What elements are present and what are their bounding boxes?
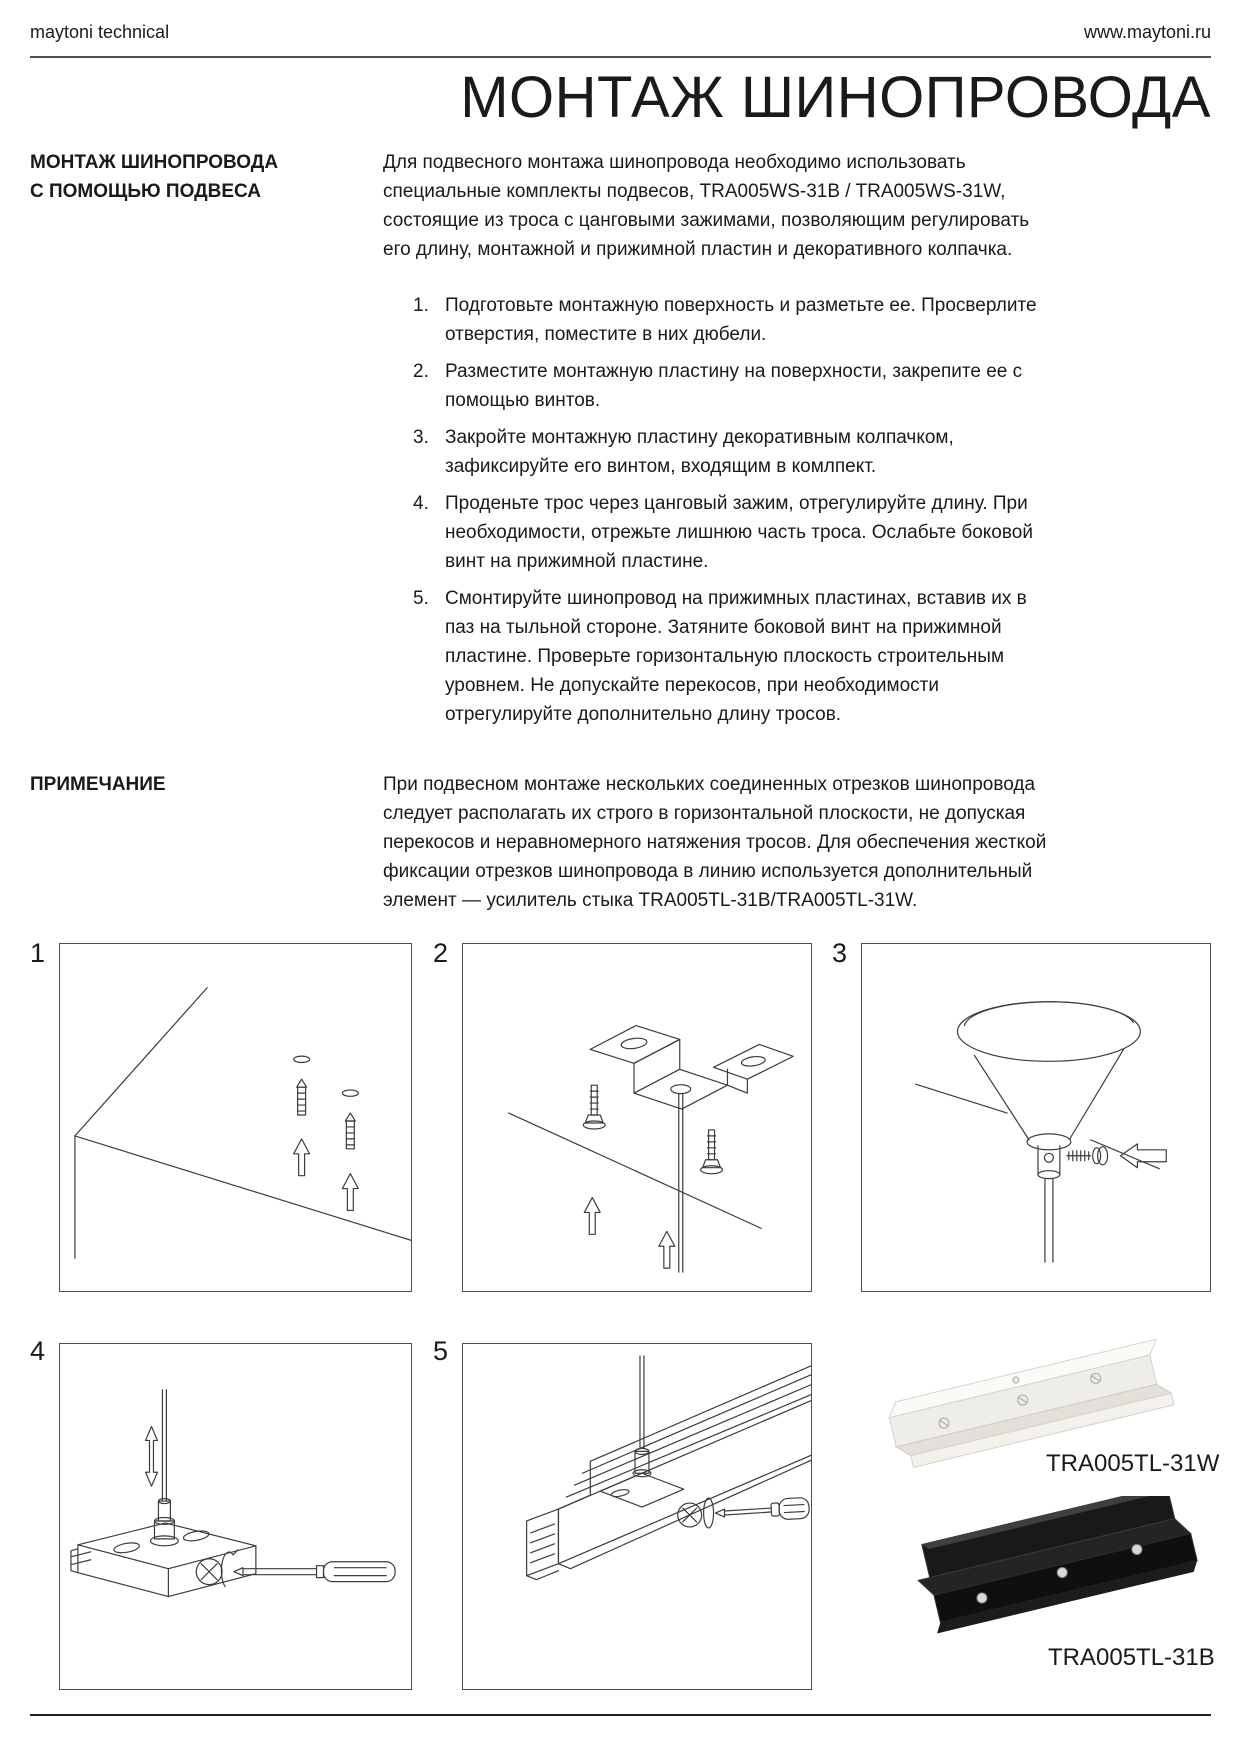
- header-divider: [30, 56, 1211, 58]
- note-section-heading: ПРИМЕЧАНИЕ: [30, 774, 166, 795]
- track-mounting-drawing: [463, 1344, 811, 1689]
- installation-steps-list: [383, 291, 1051, 729]
- step-number: 2.: [413, 361, 429, 382]
- figure-2-box: [462, 943, 812, 1292]
- mounting-plate-screws-drawing: [463, 944, 811, 1291]
- pressure-plate-adjustment-drawing: [60, 1344, 411, 1689]
- step-text: Разместите монтажную пластину на поверхности, закрепите ее с помощью винтов.: [445, 361, 1023, 411]
- figure-1-number: 1: [30, 938, 46, 968]
- installation-step: [383, 489, 1051, 576]
- figure-4-box: [59, 1343, 412, 1690]
- installation-step: [383, 357, 1051, 415]
- note-paragraph: При подвесном монтаже нескольких соединенных отрезков шинопровода следует располагать их строго в горизонтальной плоскости, не допуская перекосов и неравномерного натяжения тросов. Для обеспечения жесткой фиксации отрезков шинопровода в линию используется дополнительный элемент — усилитель стыка TRA005TL-31B/TRA005TL-31W.: [383, 774, 1047, 911]
- step-number: 3.: [413, 427, 429, 448]
- step-number: 4.: [413, 493, 429, 514]
- installation-step: [383, 584, 1051, 729]
- figure-3-number: 3: [832, 938, 848, 968]
- figure-5-box: [462, 1343, 812, 1690]
- page-header: [30, 20, 1211, 44]
- note-section-body: [383, 770, 1051, 915]
- step-text: Смонтируйте шинопровод на прижимных пластинах, вставив их в паз на тыльной стороне. Затяните боковой винт на прижимной пластине. Проверьте горизонтальную плоскость строительным уровнем. Не допускайте перекосов, при необходимости отрегулируйте дополнительно длину тросов.: [445, 588, 1027, 725]
- figure-2-number: 2: [433, 938, 449, 968]
- page-title: МОНТАЖ ШИНОПРОВОДА: [460, 65, 1211, 130]
- step-text: Проденьте трос через цанговый зажим, отрегулируйте длину. При необходимости, отрежьте лишнюю часть троса. Ослабьте боковой винт на прижимной пластине.: [445, 493, 1033, 572]
- header-brand-text: maytoni technical: [30, 22, 170, 42]
- installation-step: [383, 423, 1051, 481]
- step-number: 5.: [413, 588, 429, 609]
- figure-3-box: [861, 943, 1211, 1292]
- install-section-body: [383, 148, 1051, 737]
- step-text: Подготовьте монтажную поверхность и разметьте ее. Просверлите отверстия, поместите в них дюбели.: [445, 295, 1037, 345]
- figure-5-number: 5: [433, 1336, 449, 1366]
- install-heading-line2: С ПОМОЩЬЮ ПОДВЕСА: [30, 181, 262, 202]
- install-heading-line1: МОНТАЖ ШИНОПРОВОДА: [30, 152, 279, 173]
- step-text: Закройте монтажную пластину декоративным колпачком, зафиксируйте его винтом, входящим в комлпект.: [445, 427, 954, 477]
- install-section-heading: [30, 148, 370, 206]
- product-code-black: TRA005TL-31B: [1048, 1644, 1215, 1671]
- figure-4-number: 4: [30, 1336, 46, 1366]
- installation-step: [383, 291, 1051, 349]
- install-intro-paragraph: Для подвесного монтажа шинопровода необходимо использовать специальные комплекты подвесов, TRA005WS-31B / TRA005WS-31W, состоящие из троса с цанговыми зажимами, позволяющим регулировать его длину, монтажной и прижимной пластин и декоративного колпачка.: [383, 152, 1030, 260]
- figure-1-box: [59, 943, 412, 1292]
- header-website-text: www.maytoni.ru: [1083, 22, 1211, 42]
- ceiling-marking-drawing: [60, 944, 411, 1291]
- decorative-canopy-drawing: [862, 944, 1210, 1291]
- footer-divider: [30, 1714, 1211, 1716]
- step-number: 1.: [413, 295, 429, 316]
- product-code-white: TRA005TL-31W: [1046, 1450, 1220, 1477]
